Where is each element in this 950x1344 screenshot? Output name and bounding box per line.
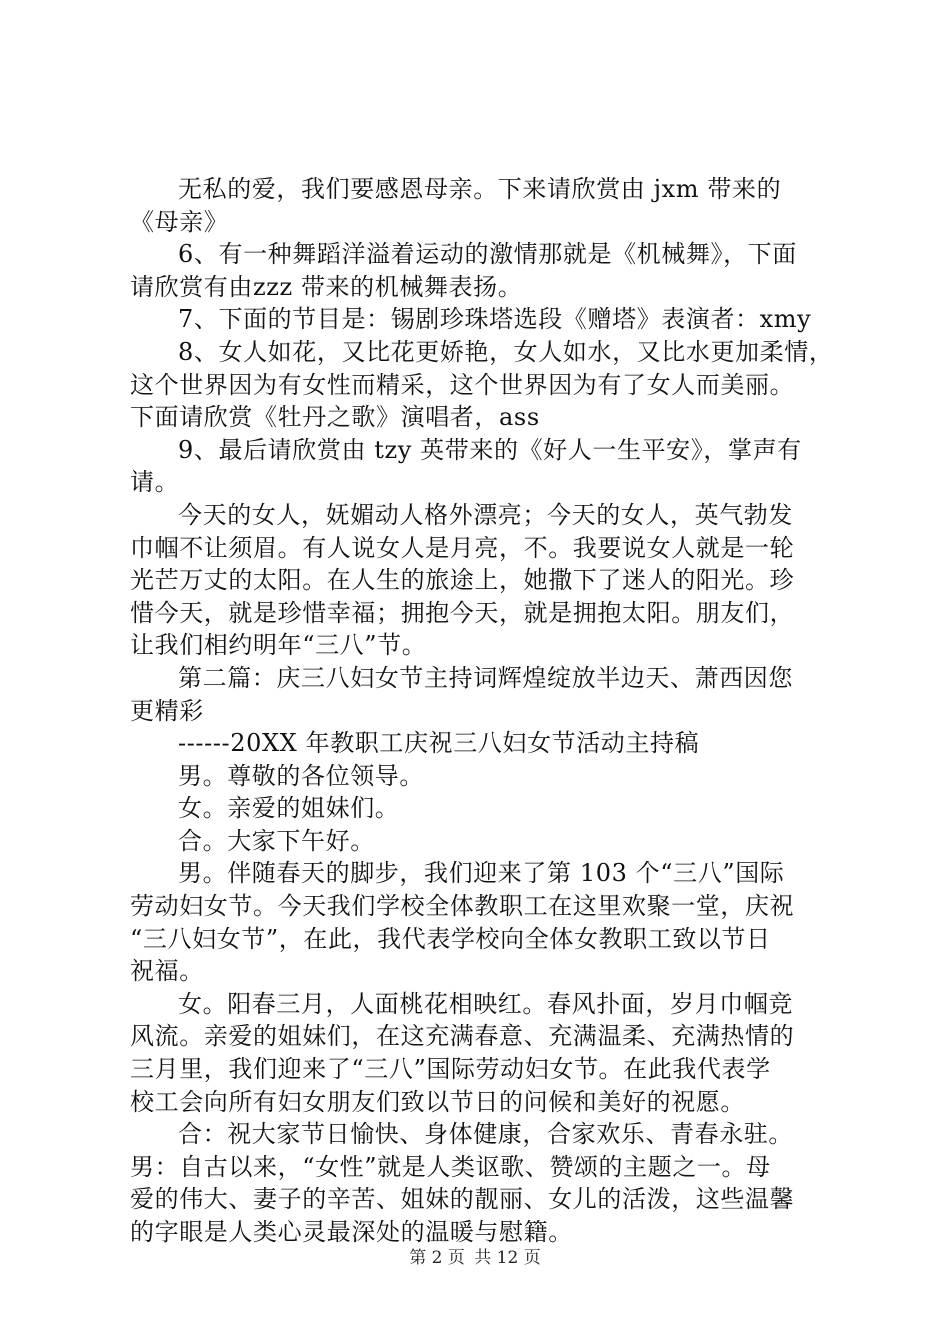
text-line: 今天的女人，妩媚动人格外漂亮；今天的女人，英气勃发	[178, 500, 793, 529]
text-line: 8、女人如花，又比花更娇艳，女人如水，又比水更加柔情，	[178, 337, 834, 366]
text-line: 无私的爱，我们要感恩母亲。下来请欣赏由 jxm 带来的	[178, 175, 782, 203]
text-line: 巾帼不让须眉。有人说女人是月亮，不。我要说女人就是一轮	[130, 533, 795, 562]
text-line: 更精彩	[130, 696, 204, 725]
page-number: 第 2 页	[409, 1248, 465, 1268]
text-line: 《母亲》	[130, 207, 229, 236]
text-line: 祝福。	[130, 957, 204, 986]
text-line: 光芒万丈的太阳。在人生的旅途上，她撒下了迷人的阳光。珍	[130, 566, 795, 595]
text-line: 劳动妇女节。今天我们学校全体教职工在这里欢聚一堂，庆祝	[130, 892, 795, 921]
page-total: 共 12 页	[474, 1248, 541, 1268]
text-line: ------20XX 年教职工庆祝三八妇女节活动主持稿	[178, 729, 700, 758]
text-line: 男：自古以来，“女性”就是人类讴歌、赞颂的主题之一。母	[130, 1152, 771, 1181]
text-line: 女。阳春三月，人面桃花相映红。春风扑面，岁月巾帼竞	[178, 989, 793, 1018]
text-line: 6、有一种舞蹈洋溢着运动的激情那就是《机械舞》，下面	[178, 240, 797, 269]
text-line: 风流。亲爱的姐妹们，在这充满春意、充满温柔、充满热情的	[130, 1022, 795, 1051]
text-line: 这个世界因为有女性而精采，这个世界因为有了女人而美丽。	[130, 370, 795, 399]
text-line: 的字眼是人类心灵最深处的温暖与慰籍。	[130, 1218, 573, 1246]
text-line: 三月里，我们迎来了“三八”国际劳动妇女节。在此我代表学	[130, 1055, 771, 1084]
text-line: 7、下面的节目是：锡剧珍珠塔选段《赠塔》表演者：xmy	[178, 305, 812, 334]
text-line: 惜今天，就是珍惜幸福；拥抱今天，就是拥抱太阳。朋友们，	[130, 598, 795, 627]
text-line: 下面请欣赏《牡丹之歌》演唱者，ass	[130, 403, 540, 432]
text-line: 请欣赏有由zzz 带来的机械舞表扬。	[130, 272, 523, 301]
page-footer	[0, 1243, 950, 1268]
text-line: 请。	[130, 468, 180, 497]
text-line: 9、最后请欣赏由 tzy 英带来的《好人一生平安》，掌声有	[178, 435, 802, 464]
text-line: 校工会向所有妇女朋友们致以节日的问候和美好的祝愿。	[130, 1087, 745, 1116]
text-line: “三八妇女节”，在此，我代表学校向全体女教职工致以节日	[130, 924, 771, 953]
text-line: 第二篇：庆三八妇女节主持词辉煌绽放半边天、萧西因您	[178, 663, 793, 692]
text-line: 男。伴随春天的脚步，我们迎来了第 103 个“三八”国际	[178, 859, 785, 888]
text-line: 爱的伟大、妻子的辛苦、姐妹的靓丽、女儿的活泼，这些温馨	[130, 1185, 795, 1214]
text-line: 女。亲爱的姐妹们。	[178, 794, 400, 823]
text-line: 合。大家下午好。	[178, 826, 375, 855]
text-line: 让我们相约明年“三八”节。	[130, 631, 427, 660]
text-line: 合：祝大家节日愉快、身体健康，合家欢乐、青春永驻。	[178, 1120, 793, 1149]
document-body	[130, 173, 836, 1249]
text-line: 男。尊敬的各位领导。	[178, 761, 424, 790]
